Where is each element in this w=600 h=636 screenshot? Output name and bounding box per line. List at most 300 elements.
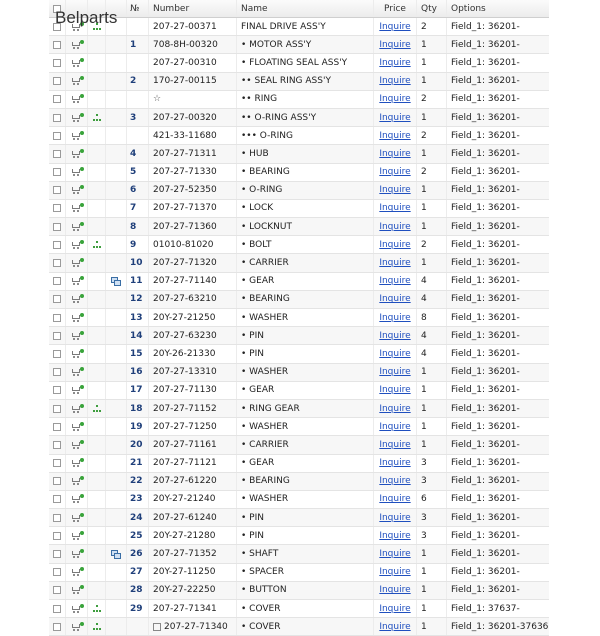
row-image-cell[interactable] [106,273,127,290]
row-position: 21 [127,455,149,472]
row-options: Field_1: 36201- [451,567,520,578]
checkbox-icon [53,168,61,176]
row-checkbox[interactable] [49,455,66,472]
row-position: 13 [127,309,149,326]
add-to-cart-icon [71,77,82,85]
checkbox-icon [53,550,61,558]
inquire-link[interactable]: Inquire [379,439,411,450]
row-checkbox[interactable] [49,182,66,199]
inquire-link[interactable]: Inquire [379,476,411,487]
header-number[interactable]: Number [149,0,237,17]
table-row [49,618,549,636]
checkbox-icon [53,459,61,467]
row-part-number [149,273,237,290]
row-checkbox[interactable] [49,527,66,544]
row-qty: 1 [417,109,447,126]
image-stack-icon [111,277,121,286]
add-to-cart-icon [71,532,82,540]
row-checkbox[interactable] [49,436,66,453]
part-number-text: 207-27-00371 [153,21,217,32]
row-position: 12 [127,291,149,308]
row-position [127,18,149,35]
inquire-link[interactable]: Inquire [379,348,411,359]
row-image-cell [106,364,127,381]
row-checkbox[interactable] [49,382,66,399]
add-to-cart-button[interactable] [66,545,88,562]
row-part-number [149,491,237,508]
checkbox-icon [53,532,61,540]
row-price [374,545,417,562]
row-tree-cell [88,145,106,162]
row-part-name: • BUTTON [237,582,374,599]
row-price [374,54,417,71]
row-qty: 2 [417,127,447,144]
row-options: Field_1: 36201- [451,185,520,196]
row-qty: 1 [417,436,447,453]
row-price [374,600,417,617]
part-number-text: 207-27-63230 [153,330,217,341]
row-price [374,91,417,108]
row-price [374,382,417,399]
row-image-cell [106,54,127,71]
row-price [374,182,417,199]
add-to-cart-icon [71,495,82,503]
row-image-cell [106,164,127,181]
part-number-text: 207-27-71121 [153,458,217,469]
row-checkbox[interactable] [49,145,66,162]
checkbox-icon[interactable] [153,623,161,631]
row-image-cell [106,400,127,417]
row-price [374,309,417,326]
row-checkbox[interactable] [49,200,66,217]
row-options: Field_1: 36201- [451,530,520,541]
part-number-text: 207-27-00320 [153,112,217,123]
row-part-number [149,436,237,453]
row-position: 11 [127,273,149,290]
inquire-link[interactable]: Inquire [379,367,411,378]
row-checkbox[interactable] [49,164,66,181]
row-part-name: • GEAR [237,273,374,290]
add-to-cart-button[interactable] [66,564,88,581]
row-checkbox[interactable] [49,254,66,271]
part-number-text: 207-27-63210 [153,294,217,305]
checkbox-icon [53,132,61,140]
row-tree-cell [88,364,106,381]
inquire-link[interactable]: Inquire [379,621,411,632]
add-to-cart-icon [71,332,82,340]
row-checkbox[interactable] [49,91,66,108]
row-image-cell [106,91,127,108]
inquire-link[interactable]: Inquire [379,94,411,105]
add-to-cart-button[interactable] [66,600,88,617]
row-position: 6 [127,182,149,199]
row-qty: 1 [417,545,447,562]
add-to-cart-icon [71,150,82,158]
row-checkbox[interactable] [49,309,66,326]
row-checkbox[interactable] [49,109,66,126]
row-options: Field_1: 36201- [451,403,520,414]
row-options: Field_1: 36201- [451,203,520,214]
row-checkbox[interactable] [49,564,66,581]
add-to-cart-button[interactable] [66,73,88,90]
row-price [374,273,417,290]
row-checkbox[interactable] [49,127,66,144]
inquire-link[interactable]: Inquire [379,458,411,469]
inquire-link[interactable]: Inquire [379,385,411,396]
add-to-cart-button[interactable] [66,309,88,326]
row-tree-cell [88,527,106,544]
row-part-name: • BEARING [237,291,374,308]
inquire-link[interactable]: Inquire [379,148,411,159]
row-options: Field_1: 36201- [451,276,520,287]
checkbox-icon [53,514,61,522]
inquire-link[interactable]: Inquire [379,294,411,305]
add-to-cart-button[interactable] [66,182,88,199]
checkbox-icon [53,568,61,576]
inquire-link[interactable]: Inquire [379,185,411,196]
add-to-cart-button[interactable] [66,473,88,490]
row-part-name: • BEARING [237,473,374,490]
add-to-cart-button[interactable] [66,236,88,253]
row-checkbox[interactable] [49,345,66,362]
row-checkbox[interactable] [49,400,66,417]
row-price [374,509,417,526]
add-to-cart-button[interactable] [66,436,88,453]
checkbox-icon [53,368,61,376]
table-row [49,545,549,563]
row-checkbox[interactable] [49,327,66,344]
row-checkbox[interactable] [49,473,66,490]
row-price [374,582,417,599]
checkbox-icon [53,405,61,413]
part-number-text: 207-27-71341 [153,603,217,614]
row-part-name: • RING GEAR [237,400,374,417]
checkbox-icon [53,150,61,158]
part-number-text: 20Y-27-21250 [153,312,216,323]
add-to-cart-icon [71,223,82,231]
table-row [49,309,549,327]
row-part-name: • WASHER [237,491,374,508]
row-options: Field_1: 36201- [451,21,520,32]
inquire-link[interactable]: Inquire [379,585,411,596]
row-tree-cell [88,254,106,271]
row-image-cell [106,418,127,435]
inquire-link[interactable]: Inquire [379,403,411,414]
inquire-link[interactable]: Inquire [379,421,411,432]
row-part-name: ••• O-RING [237,127,374,144]
row-part-number [149,345,237,362]
row-checkbox[interactable] [49,364,66,381]
inquire-link[interactable]: Inquire [379,567,411,578]
row-tree-cell [88,273,106,290]
row-checkbox[interactable] [49,73,66,90]
row-part-number [149,545,237,562]
add-to-cart-button[interactable] [66,527,88,544]
table-row [49,218,549,236]
inquire-link[interactable]: Inquire [379,530,411,541]
row-part-number [149,18,237,35]
row-tree-cell [88,382,106,399]
add-to-cart-button[interactable] [66,291,88,308]
table-row [49,345,549,363]
add-to-cart-button[interactable] [66,109,88,126]
add-to-cart-button[interactable] [66,400,88,417]
table-row [49,364,549,382]
row-part-name: • LOCK [237,200,374,217]
row-part-name: • FLOATING SEAL ASS'Y [237,54,374,71]
part-number-text: 207-27-71311 [153,148,217,159]
row-image-cell [106,564,127,581]
row-options: Field_1: 36201- [451,57,520,68]
row-qty: 2 [417,18,447,35]
row-checkbox[interactable] [49,582,66,599]
part-number-text: 708-8H-00320 [153,39,218,50]
checkbox-icon [53,605,61,613]
header-name[interactable]: Name [237,0,374,17]
inquire-link[interactable]: Inquire [379,167,411,178]
row-checkbox[interactable] [49,509,66,526]
part-number-text: 207-27-61240 [153,512,217,523]
inquire-link[interactable]: Inquire [379,76,411,87]
row-tree-cell [88,473,106,490]
inquire-link[interactable]: Inquire [379,39,411,50]
row-qty: 1 [417,73,447,90]
row-options: Field_1: 37637- [451,603,520,614]
table-row [49,509,549,527]
row-part-name: • WASHER [237,309,374,326]
add-to-cart-icon [71,586,82,594]
row-checkbox[interactable] [49,491,66,508]
table-row [49,455,549,473]
row-tree-cell[interactable] [88,400,106,417]
inquire-link[interactable]: Inquire [379,494,411,505]
add-to-cart-button[interactable] [66,491,88,508]
inquire-link[interactable]: Inquire [379,549,411,560]
add-to-cart-button[interactable] [66,218,88,235]
row-image-cell [106,291,127,308]
row-checkbox[interactable] [49,418,66,435]
row-tree-cell [88,164,106,181]
row-tree-cell [88,73,106,90]
row-qty: 1 [417,582,447,599]
row-qty: 1 [417,218,447,235]
row-options: Field_1: 36201- [451,348,520,359]
header-no[interactable]: № [127,0,149,17]
row-qty: 8 [417,309,447,326]
row-image-cell [106,73,127,90]
row-tree-cell[interactable] [88,236,106,253]
add-to-cart-button[interactable] [66,327,88,344]
add-to-cart-button[interactable] [66,455,88,472]
add-to-cart-button[interactable] [66,36,88,53]
row-checkbox[interactable] [49,54,66,71]
row-tree-cell[interactable] [88,109,106,126]
inquire-link[interactable]: Inquire [379,312,411,323]
add-to-cart-button[interactable] [66,382,88,399]
row-checkbox[interactable] [49,545,66,562]
part-number-text: 20Y-27-22250 [153,585,216,596]
row-options: Field_1: 36201- [451,94,520,105]
row-checkbox[interactable] [49,236,66,253]
header-qty[interactable]: Qty [417,0,447,17]
row-tree-cell [88,127,106,144]
row-part-number [149,309,237,326]
add-to-cart-button[interactable] [66,54,88,71]
add-to-cart-button[interactable] [66,254,88,271]
row-qty: 2 [417,91,447,108]
row-part-name: FINAL DRIVE ASS'Y [237,18,374,35]
header-options[interactable]: Options [451,3,486,14]
inquire-link[interactable]: Inquire [379,112,411,123]
add-to-cart-icon [71,114,82,122]
row-options: Field_1: 36201- [451,39,520,50]
row-position: 16 [127,364,149,381]
row-part-name: • PIN [237,509,374,526]
row-checkbox[interactable] [49,291,66,308]
row-part-name: • CARRIER [237,436,374,453]
add-to-cart-button[interactable] [66,91,88,108]
row-checkbox[interactable] [49,36,66,53]
table-row [49,109,549,127]
inquire-link[interactable]: Inquire [379,239,411,250]
part-number-text: 207-27-71140 [153,276,217,287]
row-part-number [149,364,237,381]
row-position: 15 [127,345,149,362]
row-checkbox[interactable] [49,218,66,235]
add-to-cart-icon [71,41,82,49]
add-to-cart-icon [71,95,82,103]
row-tree-cell [88,182,106,199]
add-to-cart-icon [71,405,82,413]
row-price [374,473,417,490]
row-tree-cell[interactable] [88,618,106,635]
row-price [374,254,417,271]
inquire-link[interactable]: Inquire [379,57,411,68]
row-options: Field_1: 36201- [451,221,520,232]
row-image-cell [106,527,127,544]
row-image-cell [106,327,127,344]
table-row [49,164,549,182]
add-to-cart-button[interactable] [66,345,88,362]
row-options: Field_1: 36201- [451,294,520,305]
table-row [49,564,549,582]
checkbox-icon [53,423,61,431]
add-to-cart-button[interactable] [66,364,88,381]
checkbox-icon [53,295,61,303]
row-qty: 1 [417,182,447,199]
part-number-text: 207-27-61220 [153,476,217,487]
row-position: 19 [127,418,149,435]
add-to-cart-button[interactable] [66,127,88,144]
inquire-link[interactable]: Inquire [379,258,411,269]
add-to-cart-button[interactable] [66,200,88,217]
row-price [374,36,417,53]
row-tree-cell [88,200,106,217]
inquire-link[interactable]: Inquire [379,203,411,214]
row-options: Field_1: 36201- [451,112,520,123]
row-part-number [149,164,237,181]
row-position: 3 [127,109,149,126]
row-part-number [149,54,237,71]
row-checkbox[interactable] [49,618,66,635]
row-price [374,418,417,435]
row-qty: 4 [417,327,447,344]
row-checkbox[interactable] [49,273,66,290]
add-to-cart-button[interactable] [66,418,88,435]
row-image-cell [106,254,127,271]
add-to-cart-icon [71,514,82,522]
add-to-cart-icon [71,423,82,431]
row-qty: 1 [417,54,447,71]
inquire-link[interactable]: Inquire [379,130,411,141]
row-position: 4 [127,145,149,162]
inquire-link[interactable]: Inquire [379,221,411,232]
inquire-link[interactable]: Inquire [379,512,411,523]
row-part-name: • PIN [237,327,374,344]
checkbox-icon [53,586,61,594]
row-part-name: • BOLT [237,236,374,253]
table-row [49,527,549,545]
inquire-link[interactable]: Inquire [379,276,411,287]
add-to-cart-button[interactable] [66,164,88,181]
row-options: Field_1: 36201- [451,585,520,596]
add-to-cart-button[interactable] [66,145,88,162]
checkbox-icon [53,186,61,194]
row-options: Field_1: 36201- [451,549,520,560]
add-to-cart-button[interactable] [66,273,88,290]
add-to-cart-icon [71,186,82,194]
inquire-link[interactable]: Inquire [379,603,411,614]
tree-icon [92,405,102,413]
row-image-cell[interactable] [106,545,127,562]
row-position: 2 [127,73,149,90]
table-row [49,73,549,91]
checkbox-icon [53,259,61,267]
table-row [49,436,549,454]
table-row [49,327,549,345]
row-position: 1 [127,36,149,53]
row-position: 26 [127,545,149,562]
tree-icon [92,605,102,613]
row-checkbox[interactable] [49,600,66,617]
row-qty: 3 [417,473,447,490]
row-part-number [149,527,237,544]
part-number-text: 207-27-71370 [153,203,217,214]
add-to-cart-button[interactable] [66,509,88,526]
checkbox-icon [53,314,61,322]
checkbox-icon [53,223,61,231]
add-to-cart-button[interactable] [66,618,88,635]
row-part-name: •• O-RING ASS'Y [237,109,374,126]
row-part-number [149,182,237,199]
row-tree-cell [88,218,106,235]
table-row [49,473,549,491]
row-image-cell [106,200,127,217]
row-tree-cell[interactable] [88,600,106,617]
add-to-cart-button[interactable] [66,582,88,599]
inquire-link[interactable]: Inquire [379,330,411,341]
row-image-cell [106,218,127,235]
row-part-number [149,382,237,399]
add-to-cart-icon [71,550,82,558]
checkbox-icon [53,204,61,212]
add-to-cart-icon [71,168,82,176]
header-price[interactable]: Price [374,0,417,17]
row-price [374,618,417,635]
add-to-cart-icon [71,59,82,67]
inquire-link[interactable]: Inquire [379,21,411,32]
row-qty: 1 [417,382,447,399]
